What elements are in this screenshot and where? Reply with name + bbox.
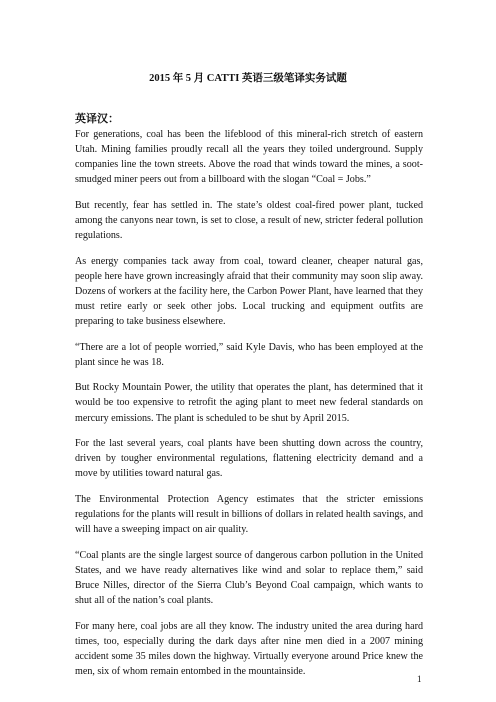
paragraph-5: But Rocky Mountain Power, the utility that operates the plant, has determined that it would be too expensive to retrofit the aging plant to meet new federal standards on mercury emissions. The plant is scheduled to be shut by April 2015. [75, 382, 423, 424]
section-heading: 英译汉： [75, 113, 119, 125]
paragraph-1: For generations, coal has been the lifeblood of this mineral-rich stretch of eastern Utah. Mining families proudly recall all the years they toiled underground. Supply companies line the town streets. Above the road that winds toward the mines, a soot-smudged miner peers out from a billboard with the slogan “Coal = Jobs.” [75, 129, 423, 186]
paragraph-4: “There are a lot of people worried,” said Kyle Davis, who has been employed at the plant since he was 18. [75, 341, 423, 368]
paragraph-6: For the last several years, coal plants have been shutting down across the country, driven by tougher environmental regulations, flattening electricity demand and a move by utilities toward natural gas. [75, 438, 423, 480]
document-title: 2015 年 5 月 CATTI 英语三级笔译实务试题 [149, 73, 347, 84]
page-number: 1 [417, 674, 422, 684]
paragraph-8: “Coal plants are the single largest source of dangerous carbon pollution in the United States, and we have ready alternatives like wind and solar to replace them,” said Bruce Nilles, director of the Sierra Club’s Beyond Coal campaign, which wants to shut all of the nation’s coal plants. [75, 549, 423, 606]
document-body [75, 127, 423, 689]
paragraph-9: For many here, coal jobs are all they know. The industry united the area during hard times, too, especially during the dark days after nine men died in a 2007 mining accident some 35 miles down the highway. Virtually everyone around Price knew the men, six of whom remain entombed in the mountainside. [75, 620, 423, 677]
paragraph-3: As energy companies tack away from coal, toward cleaner, cheaper natural gas, people here have grown increasingly afraid that their community may soon slip away. Dozens of workers at the facility here, the Carbon Power Plant, have learned that they must retire early or seek other jobs. Local trucking and equipment outfits are preparing to take business elsewhere. [75, 255, 423, 328]
paragraph-2: But recently, fear has settled in. The state’s oldest coal-fired power plant, tucked among the canyons near town, is set to close, a result of new, stricter federal pollution regulations. [75, 199, 423, 242]
paragraph-7: The Environmental Protection Agency estimates that the stricter emissions regulations for the plants will result in billions of dollars in related health savings, and will have a sweeping impact on air quality. [75, 493, 423, 536]
